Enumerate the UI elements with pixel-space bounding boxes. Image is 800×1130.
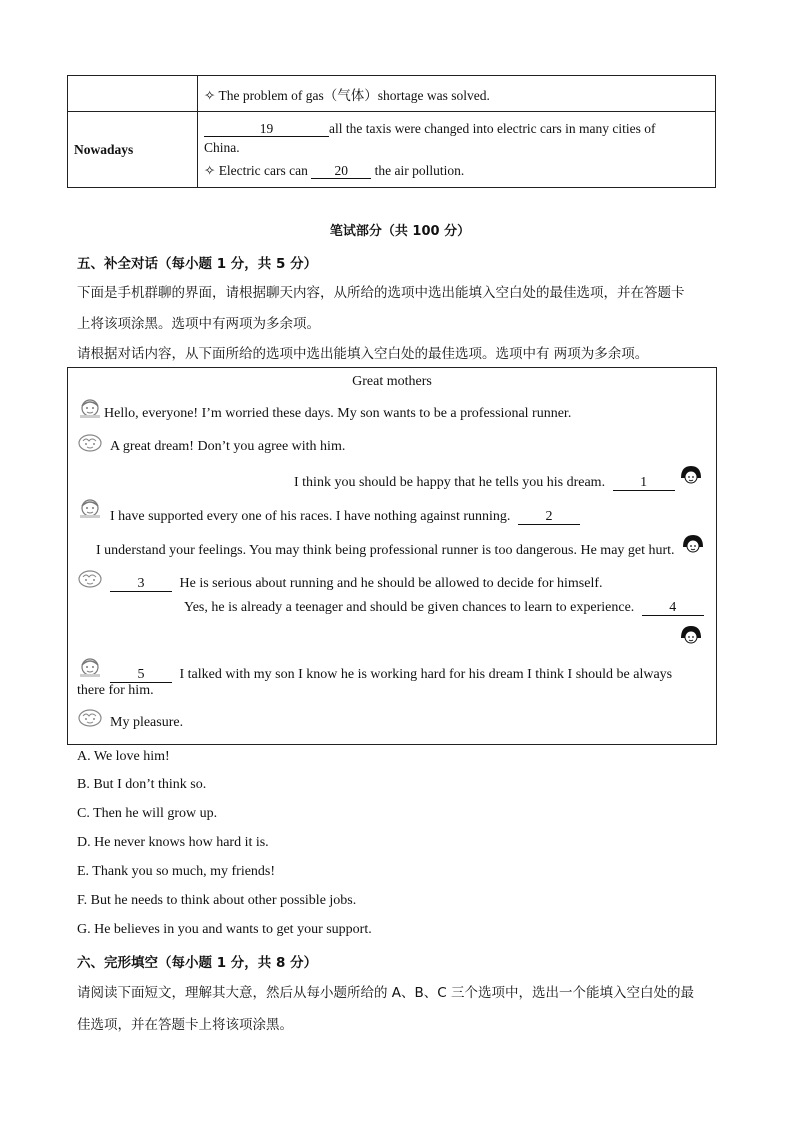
- dialog-line-3-text: I think you should be happy that he tells you his dream.: [294, 475, 606, 490]
- dialog-line-2: A great dream! Don’t you agree with him.: [110, 439, 346, 454]
- section6-instruction-line2: 佳选项，并在答题卡上将该项涂黑。: [77, 1017, 293, 1033]
- blank-19: 19: [204, 122, 329, 137]
- option-g: G. He believes in you and wants to get your support.: [77, 922, 372, 937]
- china-text: China.: [204, 140, 240, 155]
- bullet-icon: ✧: [204, 163, 216, 178]
- boy-avatar-icon: [78, 656, 104, 678]
- section5-instruction-line1: 下面是手机群聊的界面，请根据聊天内容，从所给的选项中选出能填入空白处的最佳选项，并在答题卡: [77, 285, 685, 301]
- girl-avatar-icon: [678, 624, 704, 646]
- dialog-line-1: Hello, everyone! I’m worried these days. My son wants to be a professional runner.: [104, 406, 572, 421]
- option-e: E. Thank you so much, my friends!: [77, 864, 276, 879]
- row-label-nowadays: Nowadays: [74, 141, 134, 157]
- dialog-line-8-cont: there for him.: [77, 683, 154, 698]
- taxis-text: all the taxis were changed into electric cars in many cities of: [329, 121, 656, 136]
- dialog-line-9: My pleasure.: [110, 715, 184, 730]
- written-part-heading: 笔试部分（共 100 分）: [329, 224, 471, 239]
- boy-avatar-icon: [78, 397, 104, 419]
- dialog-line-6-text: He is serious about running and he should be allowed to decide for himself.: [179, 576, 603, 591]
- dialog-line-3: [294, 475, 675, 491]
- blank-2: 2: [518, 510, 580, 525]
- section5-instruction-line2: 上将该项涂黑。选项中有两项为多余项。: [77, 316, 320, 332]
- table-cell-empty: [68, 76, 198, 112]
- dialog-line-4-text: I have supported every one of his races. I have nothing against running.: [110, 509, 511, 524]
- option-f: F. But he needs to think about other possible jobs.: [77, 893, 357, 908]
- dialog-line-6: [110, 576, 603, 592]
- option-b: B. But I don’t think so.: [77, 777, 207, 792]
- option-a: A. We love him!: [77, 749, 170, 764]
- table-cell-label: [68, 112, 198, 188]
- section6-title: 六、完形填空（每小题 1 分，共 8 分）: [77, 955, 318, 971]
- option-d: D. He never knows how hard it is.: [77, 835, 269, 850]
- dialog-line-8-text: I talked with my son I know he is working hard for his dream I think I should be always: [179, 667, 673, 682]
- dialog-line-8: [110, 667, 672, 683]
- table-cell-gas: [198, 76, 716, 112]
- blob-avatar-icon: [77, 568, 103, 590]
- blank-5: 5: [110, 668, 172, 683]
- reading-table: [67, 75, 716, 188]
- blob-avatar-icon: [77, 432, 103, 454]
- gas-shortage-text: The problem of gas（气体）shortage was solved.: [218, 87, 490, 103]
- option-c: C. Then he will grow up.: [77, 806, 218, 821]
- blank-1: 1: [613, 476, 675, 491]
- section6-instruction-line1: 请阅读下面短文，理解其大意，然后从每小题所给的 A、B、C 三个选项中，选出一个能填入空白处的最: [77, 985, 695, 1001]
- table-cell-nowadays: [198, 112, 716, 188]
- dialog-line-7-text: Yes, he is already a teenager and should be given chances to learn to experience.: [184, 600, 635, 615]
- blank-4: 4: [642, 601, 704, 616]
- dialog-line-5: I understand your feelings. You may think being professional runner is too dangerous. He may get hurt.: [96, 543, 675, 558]
- dialog-line-4: [110, 509, 580, 525]
- section5-instruction2: 请根据对话内容，从下面所给的选项中选出能填入空白处的最佳选项。选项中有 两项为多余项。: [77, 346, 649, 362]
- electric-cars-text: Electric cars can: [218, 163, 308, 178]
- blank-20: 20: [311, 164, 371, 179]
- girl-avatar-icon: [678, 464, 704, 486]
- blank-3: 3: [110, 577, 172, 592]
- blob-avatar-icon: [77, 707, 103, 729]
- girl-avatar-icon: [680, 533, 706, 555]
- pollution-text: the air pollution.: [374, 163, 465, 178]
- dialog-line-7: [184, 600, 704, 616]
- dialog-title: Great mothers: [352, 374, 432, 389]
- boy-avatar-icon: [78, 497, 104, 519]
- section5-title: 五、补全对话（每小题 1 分，共 5 分）: [77, 256, 318, 272]
- bullet-icon: ✧: [204, 87, 216, 103]
